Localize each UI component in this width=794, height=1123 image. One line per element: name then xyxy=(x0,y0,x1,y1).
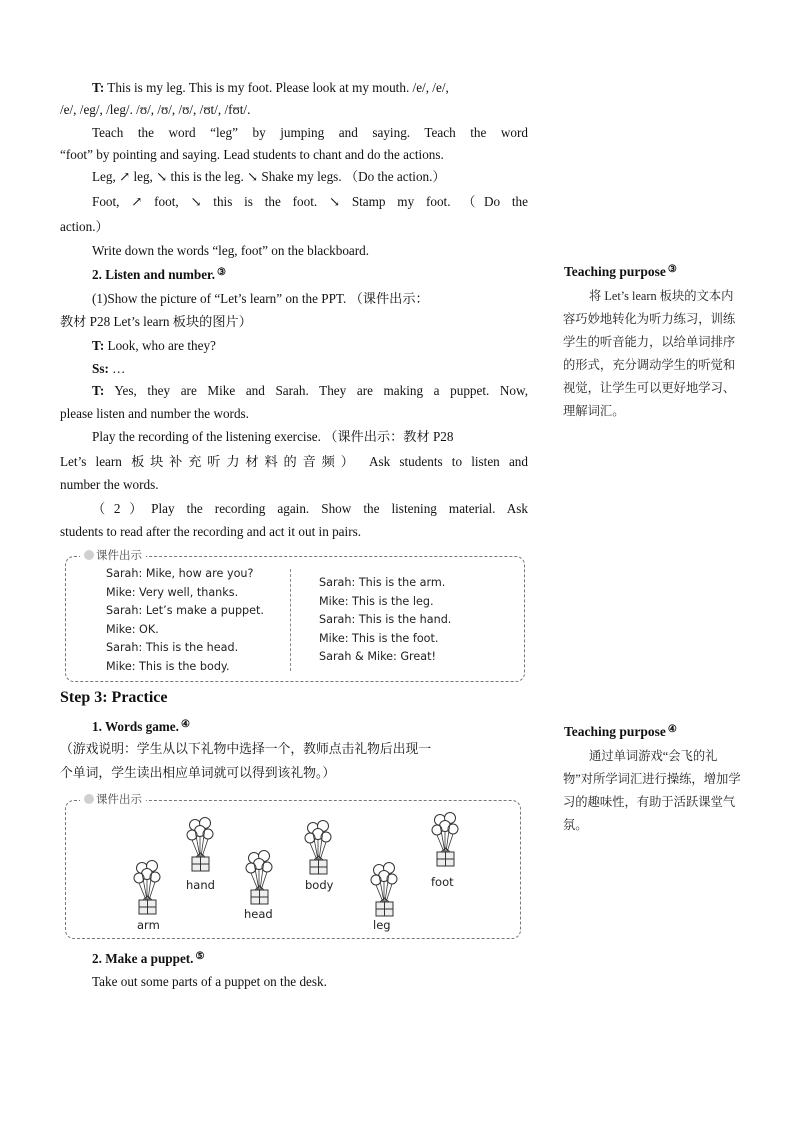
note-marker: ⑤ xyxy=(195,951,205,962)
dialogue-line: Sarah: This is the arm. xyxy=(319,576,446,589)
speaker-label: T: xyxy=(92,383,105,398)
line-text: … xyxy=(108,361,126,376)
line-11 xyxy=(92,337,216,354)
gift-word-body: body xyxy=(305,878,334,892)
gift-word-leg: leg xyxy=(373,918,391,932)
line-text: Look, who are they? xyxy=(104,338,216,353)
dialogue-line: Sarah & Mike: Great! xyxy=(319,650,437,663)
step3-heading: Step 3: Practice xyxy=(60,689,168,706)
line-19: students to read after the recording and act it out in pairs. xyxy=(60,524,362,539)
line-18: （2）Play the recording again. Show the listening material. Ask xyxy=(92,501,528,516)
line-text: This is my leg. This is my foot. Please look at my mouth. /e/, /e/, xyxy=(104,80,449,95)
teaching-purpose-title xyxy=(564,724,677,740)
teaching-purpose-title-text: Teaching purpose xyxy=(564,264,666,279)
puppet-instruction: Take out some parts of a puppet on the desk. xyxy=(92,974,327,989)
section-title-words-game xyxy=(92,716,190,735)
section-title-listen xyxy=(92,264,226,283)
game-note-line-2: 个单词，学生读出相应单词就可以得到该礼物。） xyxy=(60,766,336,781)
line-13 xyxy=(92,382,528,399)
courseware-label: 课件出示 xyxy=(80,791,146,807)
dialogue-line: Mike: This is the body. xyxy=(106,659,230,673)
line-text: Yes, they are Mike and Sarah. They are making a puppet. Now, xyxy=(104,383,528,398)
speaker-label: T: xyxy=(92,80,105,95)
dialogue-line: Mike: Very well, thanks. xyxy=(106,585,239,599)
dialogue-line: Mike: This is the leg. xyxy=(319,594,434,608)
speaker-label: Ss: xyxy=(92,361,109,376)
gift-word-head: head xyxy=(244,907,273,921)
line-2: /e/, /eg/, /leg/. /ʊ/, /ʊ/, /ʊ/, /ʊt/, /fʊt/. xyxy=(60,102,251,117)
balloon-gift-icon[interactable] xyxy=(133,860,163,920)
balloon-gift-icon[interactable] xyxy=(245,850,275,910)
gift-word-hand: hand xyxy=(186,878,215,892)
dialogue-line: Mike: OK. xyxy=(106,622,159,636)
dialogue-line: Sarah: This is the hand. xyxy=(319,613,452,626)
line-16: Let’s learn 板块补充听力材料的音频） Ask students to listen and xyxy=(60,454,528,469)
teaching-purpose-title-text: Teaching purpose xyxy=(564,724,666,739)
line-6: Foot, ↗ foot, ↘ this is the foot. ↘ Stamp my foot. （Do the xyxy=(92,194,528,209)
note-marker: ③ xyxy=(667,264,677,275)
balloon-gift-icon[interactable] xyxy=(304,820,334,880)
line-5: Leg, ↗ leg, ↘ this is the leg. ↘ Shake my legs. （Do the action.） xyxy=(92,169,446,184)
line-10: 教材 P28 Let’s learn 板块的图片） xyxy=(60,314,252,329)
section-title-text: 2. Make a puppet. xyxy=(92,951,194,966)
balloon-gift-icon[interactable] xyxy=(431,812,461,872)
note-marker: ④ xyxy=(180,719,190,730)
game-note-line-1: （游戏说明：学生从以下礼物中选择一个，教师点击礼物后出现一 xyxy=(60,742,432,757)
line-3: Teach the word “leg” by jumping and saying. Teach the word xyxy=(92,125,528,140)
line-12 xyxy=(92,360,125,377)
line-14: please listen and number the words. xyxy=(60,406,249,421)
balloon-gift-icon[interactable] xyxy=(186,817,216,877)
gift-word-arm: arm xyxy=(137,918,160,932)
dialogue-divider xyxy=(290,569,291,671)
gift-word-foot: foot xyxy=(431,875,454,889)
note-marker: ③ xyxy=(217,267,226,278)
line-7: action.） xyxy=(60,219,109,234)
line-1 xyxy=(92,79,449,96)
line-17: number the words. xyxy=(60,477,159,492)
balloon-gift-icon[interactable] xyxy=(370,862,400,922)
dialogue-right xyxy=(319,574,451,667)
speaker-label: T: xyxy=(92,338,105,353)
line-8: Write down the words “leg, foot” on the blackboard. xyxy=(92,243,370,258)
line-15: Play the recording of the listening exercise. （课件出示：教材 P28 xyxy=(92,429,454,444)
dialogue-line: Sarah: Let’s make a puppet. xyxy=(106,604,264,617)
section-title-make-puppet xyxy=(92,948,204,967)
section-title-text: 2. Listen and number. xyxy=(92,267,215,282)
teaching-purpose-body: 将 Let’s learn 板块的文本内容巧妙地转化为听力练习，训练学生的听音能力，以给单词排序的形式，充分调动学生的听觉和视觉，让学生可以更好地学习、理解词汇。 xyxy=(563,289,736,418)
dialogue-line: Sarah: This is the head. xyxy=(106,641,239,654)
line-9: (1)Show the picture of “Let’s learn” on the PPT. （课件出示： xyxy=(92,291,429,306)
teaching-purpose-body: 通过单词游戏“会飞的礼物”对所学词汇进行操练，增加学习的趣味性，有助于活跃课堂气氛。 xyxy=(563,749,741,832)
courseware-label: 课件出示 xyxy=(80,547,146,563)
dialogue-line: Sarah: Mike, how are you? xyxy=(106,567,254,580)
section-title-text: 1. Words game. xyxy=(92,719,179,734)
teaching-purpose-title xyxy=(564,264,677,280)
dialogue-line: Mike: This is the foot. xyxy=(319,631,439,645)
line-4: “foot” by pointing and saying. Lead students to chant and do the actions. xyxy=(60,147,444,162)
dialogue-left xyxy=(106,565,264,676)
note-marker: ④ xyxy=(667,724,677,735)
